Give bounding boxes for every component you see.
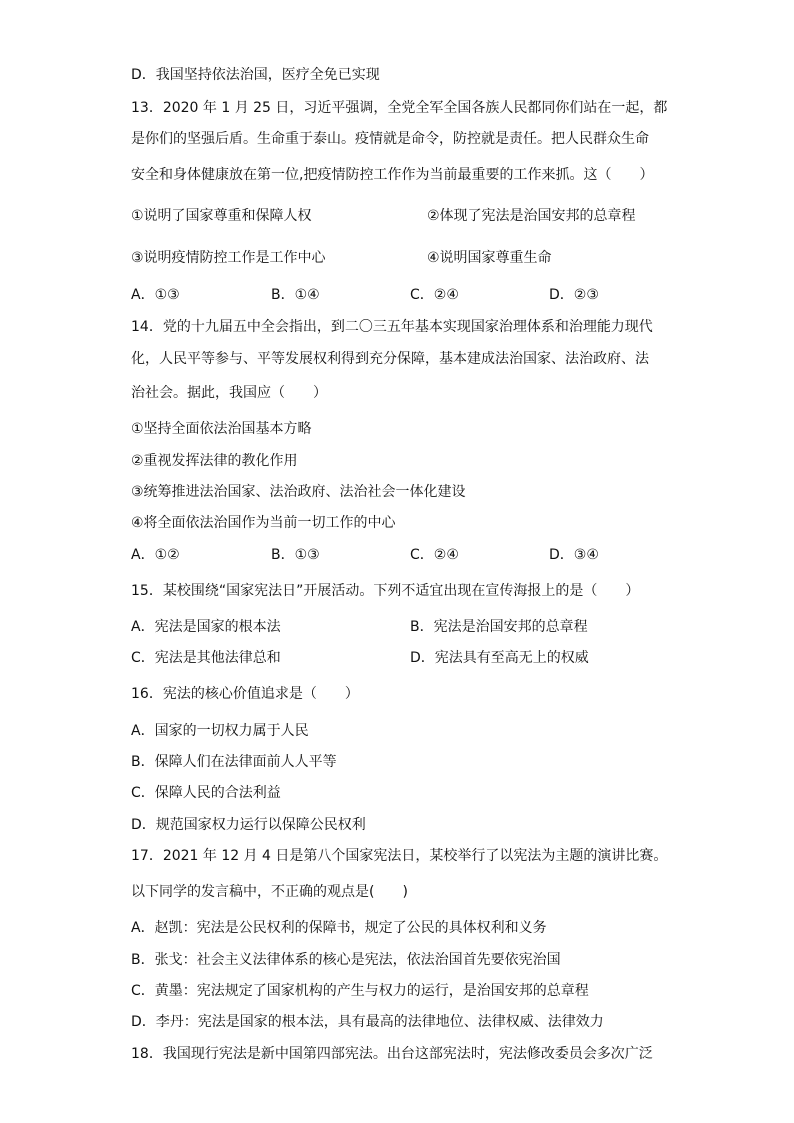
q16-stem: 16．宪法的核心价值追求是（ ）	[131, 686, 359, 702]
q13-line-1: 13．2020 年 1 月 25 日，习近平强调，全党全军全国各族人民都同你们站在一起，都	[131, 100, 668, 116]
q15-option-b: B．宪法是治国安邦的总章程	[410, 619, 588, 635]
q16-option-a: A．国家的一切权力属于人民	[131, 723, 309, 739]
q15-option-c: C．宪法是其他法律总和	[131, 650, 281, 666]
q13-line-2: 是你们的坚强后盾。生命重于泰山。疫情就是命令，防控就是责任。把人民群众生命	[131, 131, 649, 147]
q17-option-c: C．黄墨：宪法规定了国家机构的产生与权力的运行，是治国安邦的总章程	[131, 983, 589, 999]
q14-statement-4: ④将全面依法治国作为当前一切工作的中心	[131, 515, 396, 531]
q14-line-2: 化，人民平等参与、平等发展权利得到充分保障，基本建成法治国家、法治政府、法	[131, 351, 649, 367]
q14-choice-a: A．①②	[131, 547, 180, 563]
q17-option-d: D．李丹：宪法是国家的根本法，具有最高的法律地位、法律权威、法律效力	[131, 1014, 604, 1030]
q17-option-a: A．赵凯：宪法是公民权利的保障书，规定了公民的具体权利和义务	[131, 920, 547, 936]
q18-line-1: 18．我国现行宪法是新中国第四部宪法。出台这部宪法时，宪法修改委员会多次广泛	[131, 1046, 653, 1062]
q17-line-1: 17．2021 年 12 月 4 日是第八个国家宪法日，某校举行了以宪法为主题的演讲比赛。	[131, 848, 668, 864]
q12-option-d: D．我国坚持依法治国，医疗全免已实现	[131, 67, 380, 83]
q14-choice-d: D．③④	[549, 547, 599, 563]
q16-option-b: B．保障人们在法律面前人人平等	[131, 754, 337, 770]
q13-choice-a: A．①③	[131, 287, 180, 303]
q14-choice-b: B．①③	[271, 547, 320, 563]
q17-line-2: 以下同学的发言稿中，不正确的观点是( )	[131, 884, 408, 900]
q14-statement-2: ②重视发挥法律的教化作用	[131, 453, 298, 469]
q13-choice-c: C．②④	[410, 287, 459, 303]
q17-option-b: B．张戈：社会主义法律体系的核心是宪法，依法治国首先要依宪治国	[131, 952, 561, 968]
q15-option-d: D．宪法具有至高无上的权威	[410, 650, 589, 666]
q13-statement-3: ③说明疫情防控工作是工作中心	[131, 250, 326, 266]
q14-line-1: 14．党的十九届五中全会指出，到二〇三五年基本实现国家治理体系和治理能力现代	[131, 319, 653, 335]
q16-option-d: D．规范国家权力运行以保障公民权利	[131, 817, 366, 833]
q13-statement-4: ④说明国家尊重生命	[427, 250, 552, 266]
q14-line-3: 治社会。据此，我国应（ ）	[131, 385, 327, 401]
q15-option-a: A．宪法是国家的根本法	[131, 619, 281, 635]
q14-statement-1: ①坚持全面依法治国基本方略	[131, 421, 312, 437]
q14-statement-3: ③统筹推进法治国家、法治政府、法治社会一体化建设	[131, 484, 466, 500]
q13-statement-2: ②体现了宪法是治国安邦的总章程	[427, 208, 636, 224]
q13-statement-1: ①说明了国家尊重和保障人权	[131, 208, 312, 224]
q13-choice-d: D．②③	[549, 287, 599, 303]
q13-line-3: 安全和身体健康放在第一位,把疫情防控工作作为当前最重要的工作来抓。这（ ）	[131, 167, 654, 183]
q16-option-c: C．保障人民的合法利益	[131, 785, 281, 801]
q14-choice-c: C．②④	[410, 547, 459, 563]
q15-stem: 15．某校围绕“国家宪法日”开展活动。下列不适宜出现在宣传海报上的是（ ）	[131, 583, 640, 599]
q13-choice-b: B．①④	[271, 287, 320, 303]
